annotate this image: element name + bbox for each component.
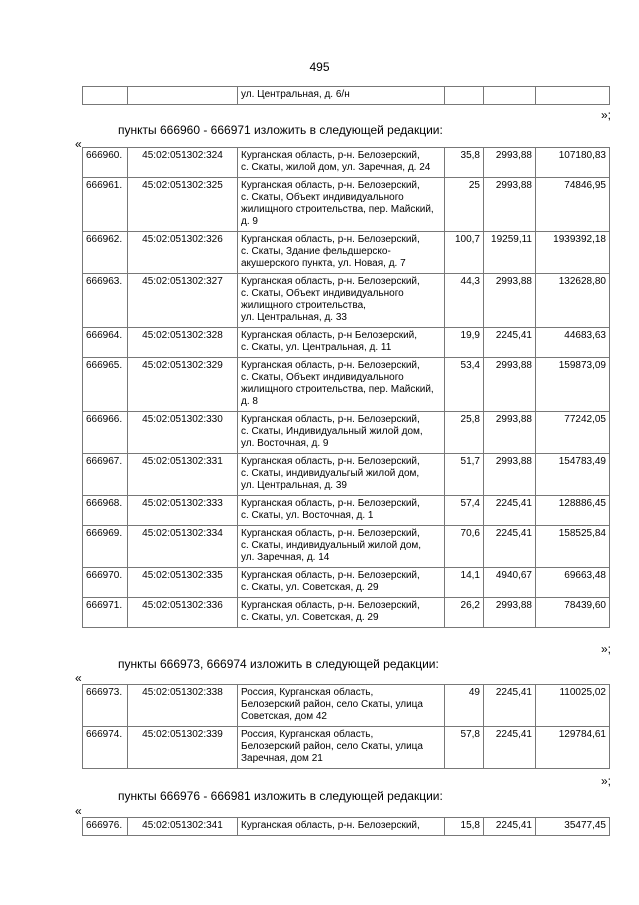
cell-area: 14,1 (445, 568, 484, 598)
table-row (83, 328, 610, 358)
table-row (83, 148, 610, 178)
cell-address: Курганская область, р-н Белозерский, с. Скаты, ул. Центральная, д. 11 (238, 328, 445, 358)
cell-cadastral: 45:02:051302:334 (128, 526, 238, 568)
cell-area: 35,8 (445, 148, 484, 178)
table-row (83, 178, 610, 232)
cell-address: Курганская область, р-н. Белозерский, с. Скаты, ул. Советская, д. 29 (238, 568, 445, 598)
cell-cost: 159873,09 (536, 358, 610, 412)
cell-price (484, 87, 536, 105)
amendment-table-1 (82, 147, 610, 628)
table-row (83, 685, 610, 727)
cell-price: 2245,41 (484, 328, 536, 358)
cell-address: Курганская область, р-н. Белозерский, с. Скаты, индивидуальгый жилой дом, ул. Центральная, д. 39 (238, 454, 445, 496)
cell-address: Курганская область, р-н. Белозерский, с. Скаты, индивидуальный жилой дом, ул. Заречная, д. 14 (238, 526, 445, 568)
table-row (83, 412, 610, 454)
cell-cost: 129784,61 (536, 727, 610, 769)
cell-cost: 77242,05 (536, 412, 610, 454)
cell-price: 2993,88 (484, 178, 536, 232)
cell-price: 2993,88 (484, 598, 536, 628)
opening-quote: « (75, 137, 82, 151)
cell-cadastral: 45:02:051302:341 (128, 818, 238, 836)
cell-area: 19,9 (445, 328, 484, 358)
cell-cost: 44683,63 (536, 328, 610, 358)
cell-cost: 110025,02 (536, 685, 610, 727)
cell-address: Курганская область, р-н. Белозерский, с. Скаты, ул. Советская, д. 29 (238, 598, 445, 628)
cell-address: ул. Центральная, д. 6/н (238, 87, 445, 105)
cell-price: 2245,41 (484, 526, 536, 568)
cell-number: 666971. (83, 598, 128, 628)
cell-cost: 74846,95 (536, 178, 610, 232)
cell-cadastral: 45:02:051302:329 (128, 358, 238, 412)
cell-area: 15,8 (445, 818, 484, 836)
table-row (83, 496, 610, 526)
top-table (82, 86, 610, 105)
cell-number: 666976. (83, 818, 128, 836)
cell-address: Курганская область, р-н. Белозерский, с. Скаты, Индивидуальный жилой дом, ул. Восточная, д. 9 (238, 412, 445, 454)
cell-price: 2245,41 (484, 685, 536, 727)
cell-cadastral: 45:02:051302:338 (128, 685, 238, 727)
cell-cadastral: 45:02:051302:325 (128, 178, 238, 232)
closing-quote: »; (600, 774, 611, 788)
cell-price: 2245,41 (484, 496, 536, 526)
table-row (83, 87, 610, 105)
cell-area: 25 (445, 178, 484, 232)
cell-price: 2993,88 (484, 412, 536, 454)
cell-area: 57,4 (445, 496, 484, 526)
cell-cadastral: 45:02:051302:327 (128, 274, 238, 328)
table-row (83, 274, 610, 328)
closing-quote: »; (600, 108, 611, 122)
cell-cadastral: 45:02:051302:339 (128, 727, 238, 769)
cell-area: 49 (445, 685, 484, 727)
opening-quote: « (75, 671, 82, 685)
cell-price: 2245,41 (484, 818, 536, 836)
instruction-paragraph: пункты 666973, 666974 изложить в следующей редакции: (118, 657, 439, 671)
cell-cost: 107180,83 (536, 148, 610, 178)
cell-cost: 132628,80 (536, 274, 610, 328)
cell-price: 2993,88 (484, 148, 536, 178)
cell-cost (536, 87, 610, 105)
cell-cost: 128886,45 (536, 496, 610, 526)
cell-address: Курганская область, р-н. Белозерский, с. Скаты, ул. Восточная, д. 1 (238, 496, 445, 526)
cell-area: 57,8 (445, 727, 484, 769)
cell-area: 25,8 (445, 412, 484, 454)
cell-number: 666970. (83, 568, 128, 598)
cell-number: 666962. (83, 232, 128, 274)
cell-area: 100,7 (445, 232, 484, 274)
cell-price: 2993,88 (484, 454, 536, 496)
cell-area: 44,3 (445, 274, 484, 328)
cell-cost: 69663,48 (536, 568, 610, 598)
cell-area: 26,2 (445, 598, 484, 628)
table-row (83, 598, 610, 628)
cell-number: 666968. (83, 496, 128, 526)
cell-address: Курганская область, р-н. Белозерский, с. Скаты, жилой дом, ул. Заречная, д. 24 (238, 148, 445, 178)
table-row (83, 526, 610, 568)
table-row (83, 727, 610, 769)
cell-cadastral: 45:02:051302:331 (128, 454, 238, 496)
cell-address: Курганская область, р-н. Белозерский, с. Скаты, Объект индивидуального жилищного строительства, пер. Майский, д. 8 (238, 358, 445, 412)
opening-quote: « (75, 804, 82, 818)
cell-number: 666974. (83, 727, 128, 769)
cell-price: 19259,11 (484, 232, 536, 274)
cell-address: Россия, Курганская область, Белозерский район, село Скаты, улица Советская, дом 42 (238, 685, 445, 727)
cell-cadastral: 45:02:051302:330 (128, 412, 238, 454)
cell-price: 2993,88 (484, 358, 536, 412)
cell-cost: 78439,60 (536, 598, 610, 628)
cell-cadastral (128, 87, 238, 105)
cell-number: 666961. (83, 178, 128, 232)
cell-price: 2245,41 (484, 727, 536, 769)
cell-number: 666969. (83, 526, 128, 568)
table-row (83, 568, 610, 598)
cell-number: 666963. (83, 274, 128, 328)
cell-cadastral: 45:02:051302:333 (128, 496, 238, 526)
closing-quote: »; (600, 642, 611, 656)
cell-cost: 35477,45 (536, 818, 610, 836)
cell-number: 666964. (83, 328, 128, 358)
amendment-table-3 (82, 817, 610, 836)
cell-cadastral: 45:02:051302:324 (128, 148, 238, 178)
cell-cadastral: 45:02:051302:335 (128, 568, 238, 598)
cell-cost: 154783,49 (536, 454, 610, 496)
table-row (83, 232, 610, 274)
cell-address: Курганская область, р-н. Белозерский, (238, 818, 445, 836)
instruction-paragraph: пункты 666960 - 666971 изложить в следующей редакции: (118, 123, 443, 137)
cell-cadastral: 45:02:051302:328 (128, 328, 238, 358)
table-row (83, 454, 610, 496)
cell-address: Курганская область, р-н. Белозерский, с. Скаты, Здание фельдшерско- акушерского пункта, ул. Новая, д. 7 (238, 232, 445, 274)
cell-number: 666965. (83, 358, 128, 412)
cell-area: 53,4 (445, 358, 484, 412)
cell-cost: 1939392,18 (536, 232, 610, 274)
cell-address: Курганская область, р-н. Белозерский, с. Скаты, Объект индивидуального жилищного строительства, ул. Центральная, д. 33 (238, 274, 445, 328)
cell-number: 666966. (83, 412, 128, 454)
cell-number: 666960. (83, 148, 128, 178)
cell-number: 666973. (83, 685, 128, 727)
cell-price: 2993,88 (484, 274, 536, 328)
cell-area: 51,7 (445, 454, 484, 496)
instruction-paragraph: пункты 666976 - 666981 изложить в следующей редакции: (118, 789, 443, 803)
cell-cost: 158525,84 (536, 526, 610, 568)
cell-number (83, 87, 128, 105)
cell-area: 70,6 (445, 526, 484, 568)
amendment-table-2 (82, 684, 610, 769)
cell-address: Россия, Курганская область, Белозерский район, село Скаты, улица Заречная, дом 21 (238, 727, 445, 769)
table-row (83, 358, 610, 412)
table-row (83, 818, 610, 836)
cell-cadastral: 45:02:051302:336 (128, 598, 238, 628)
cell-address: Курганская область, р-н. Белозерский, с. Скаты, Объект индивидуального жилищного строительства, пер. Майский, д. 9 (238, 178, 445, 232)
cell-price: 4940,67 (484, 568, 536, 598)
page-number: 495 (309, 60, 330, 74)
cell-cadastral: 45:02:051302:326 (128, 232, 238, 274)
cell-number: 666967. (83, 454, 128, 496)
cell-area (445, 87, 484, 105)
